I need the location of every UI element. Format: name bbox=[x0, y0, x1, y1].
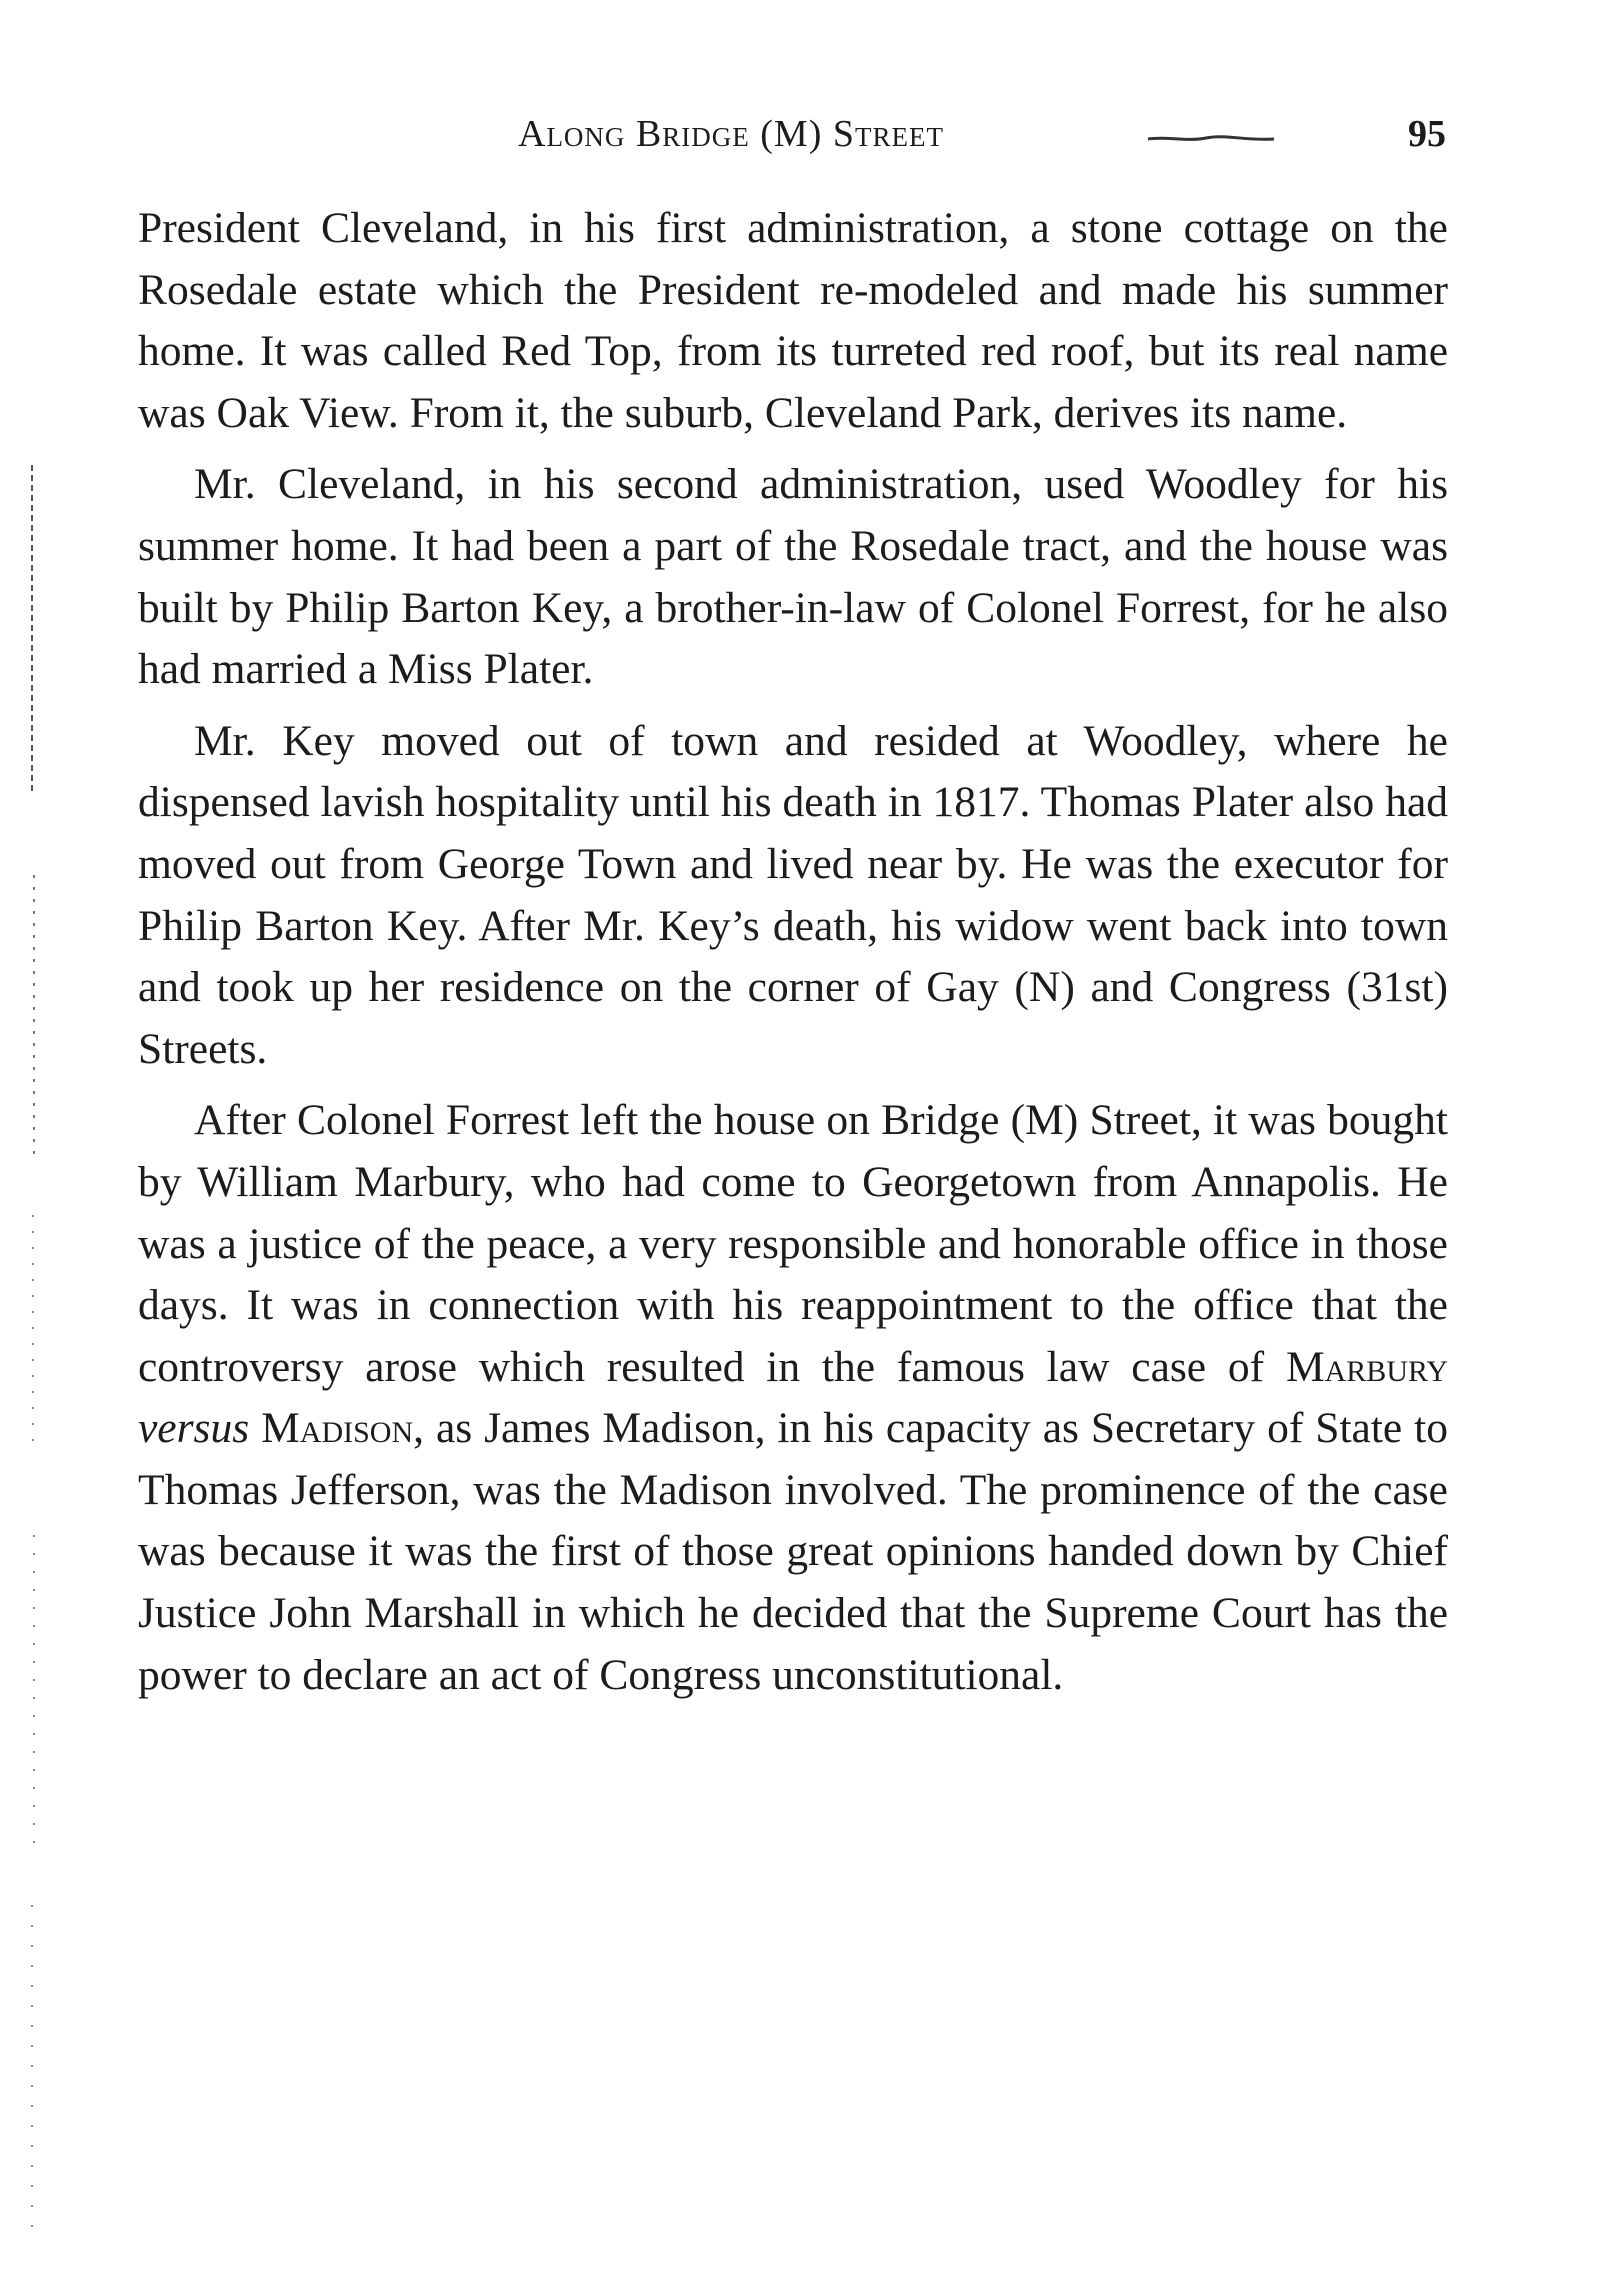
paragraph-3: Mr. Key moved out of town and resided at Woodley, where he dispensed lavish hospitality until his death in 1817. Thomas Plater also had moved out from George Town and lived near by. He was the executor for Philip Barton Key. After Mr. Key’s death, his widow went back into town and took up her residence on the corner of Gay (N) and Congress (31st) Streets. bbox=[138, 716, 1448, 1073]
body-text bbox=[138, 198, 1448, 1716]
running-header bbox=[138, 108, 1448, 168]
page-number: 95 bbox=[1408, 113, 1446, 155]
case-party-madison: Madison bbox=[261, 1404, 414, 1453]
paragraph-4-text-after: , as James Madison, in his capacity as Secretary of State to Thomas Jefferson, was the Madison involved. The prominence of the case was because it was the first of those great opinions handed down by Chief Justice John Marshall in which he decided that the Supreme Court has the power to declare an act of Congress unconstitutional. bbox=[138, 1404, 1449, 1699]
paragraph-2: Mr. Cleveland, in his second administration, used Woodley for his summer home. It had been a part of the Rosedale tract, and the house was built by Philip Barton Key, a brother-in-law of Colonel Forrest, for he also had married a Miss Plater. bbox=[138, 460, 1448, 694]
flourish-ornament-icon bbox=[1146, 134, 1276, 144]
paragraph-4-text-before: After Colonel Forrest left the house on Bridge (M) Street, it was bought by William Marbury, who had come to Georgetown from Annapolis. He was a justice of the peace, a very responsible and honorable office in those days. It was in connection with his reappointment to the office that the controversy arose which resulted in the famous law case of bbox=[138, 1096, 1448, 1391]
paragraph-4 bbox=[138, 1090, 1448, 1706]
case-party-marbury: Marbury bbox=[1285, 1342, 1449, 1391]
case-versus: versus bbox=[138, 1404, 250, 1453]
paragraph-1: President Cleveland, in his first administration, a stone cottage on the Rosedale estate which the President re-modeled and made his summer home. It was called Red Top, from its turreted red roof, but its real name was Oak View. From it, the suburb, Cleveland Park, derives its name. bbox=[138, 204, 1448, 437]
binding-edge-marks bbox=[18, 455, 48, 2255]
running-title: Along Bridge (M) Street bbox=[518, 113, 944, 155]
